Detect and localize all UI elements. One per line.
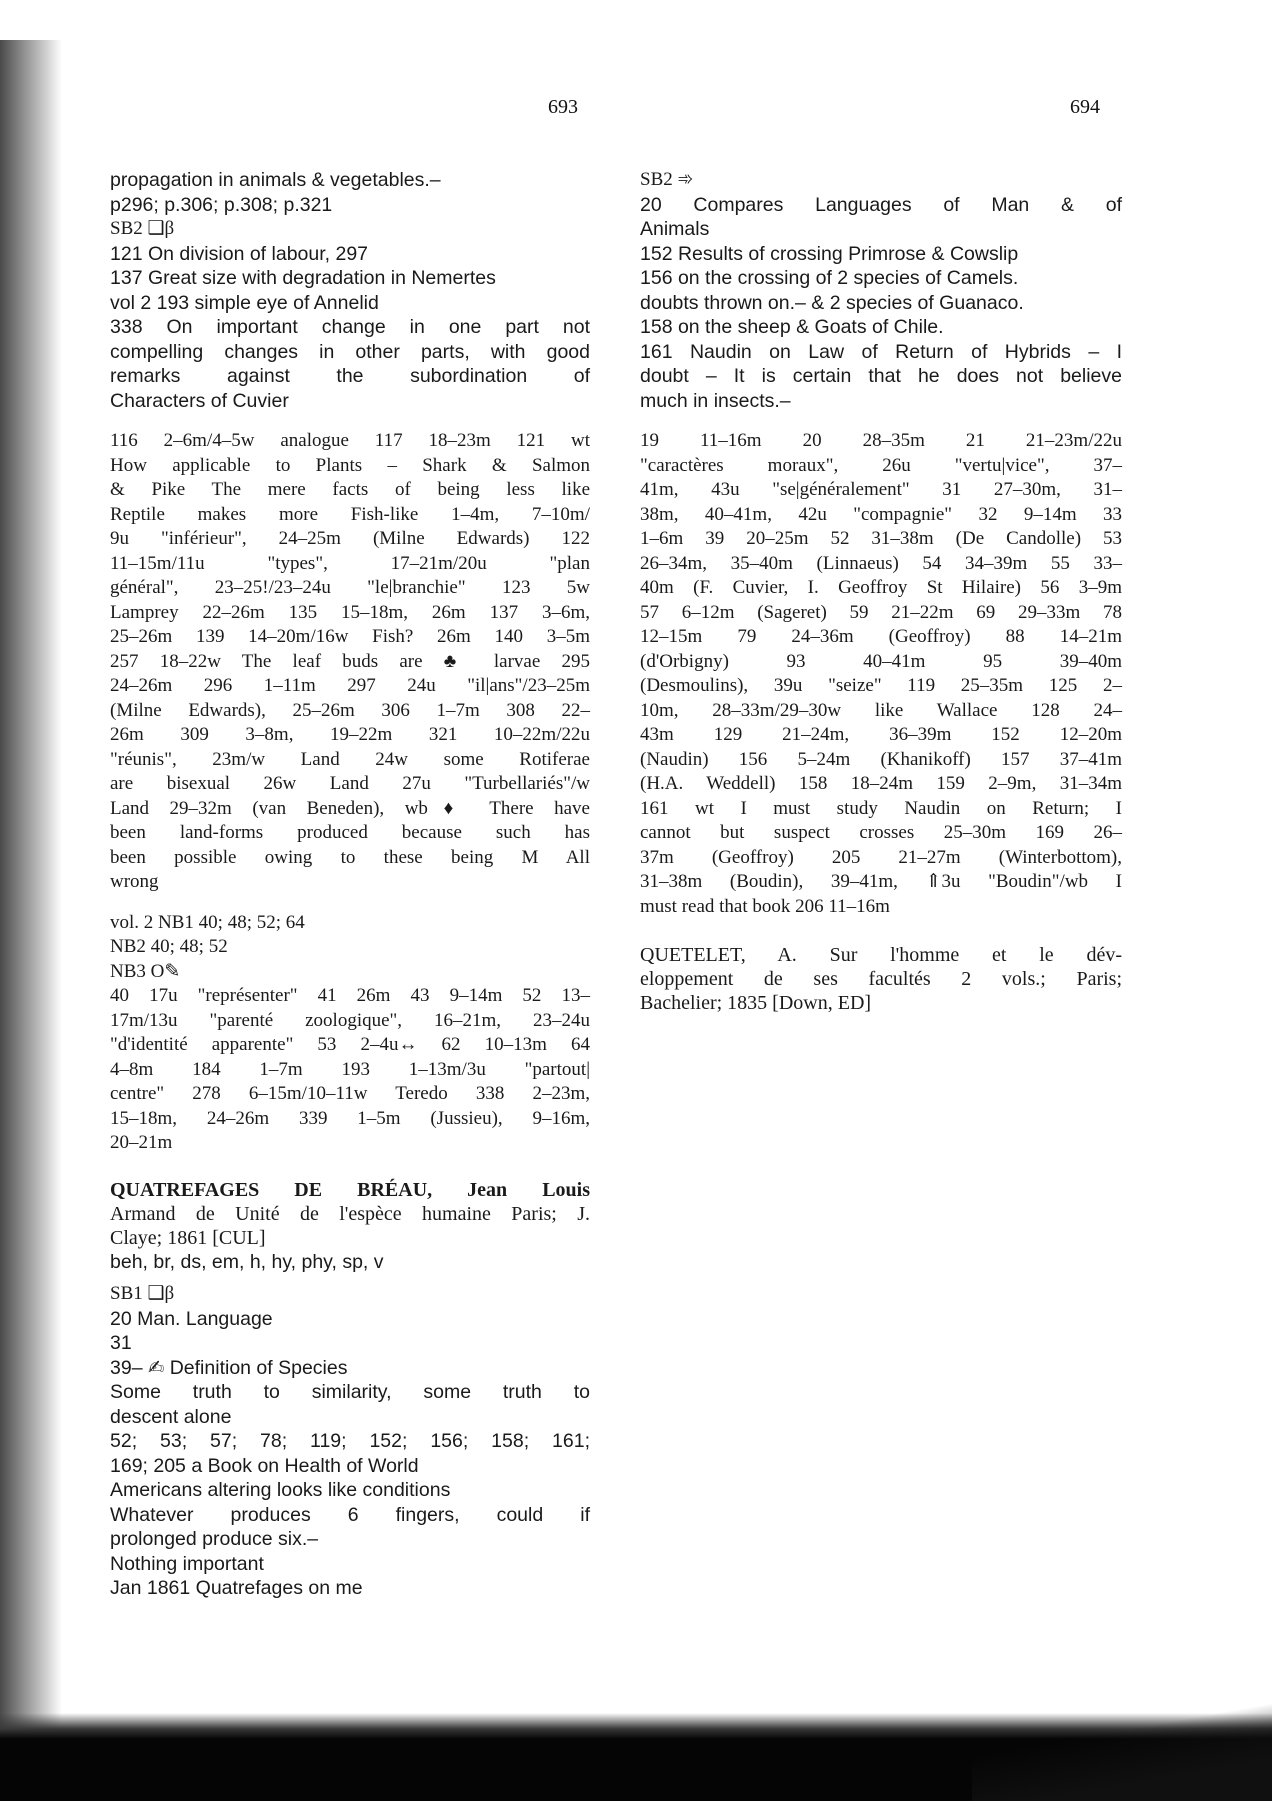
index-line: 10m, 28–33m/29–30w like Wallace 128 24– [640, 699, 1122, 721]
right-column [640, 168, 1122, 1015]
text-line: p296; p.306; p.308; p.321 [110, 193, 333, 216]
index-line: 161 wt I must study Naudin on Return; I [640, 797, 1122, 819]
text-line: 31 [110, 1332, 132, 1354]
text-line: Jan 1861 Quatrefages on me [110, 1577, 363, 1599]
index-line: Lamprey 22–26m 135 15–18m, 26m 137 3–6m, [110, 601, 590, 623]
text-line: much in insects.– [640, 389, 791, 412]
index-line: (Desmoulins), 39u "seize" 119 25–35m 125 2– [640, 675, 1122, 696]
index-line: 15–18m, 24–26m 339 1–5m (Jussieu), 9–16m, [110, 1107, 590, 1129]
page-number-right: 694 [1070, 96, 1100, 118]
index-line: 37m (Geoffroy) 205 21–27m (Winterbottom), [640, 846, 1122, 868]
text-line: 39– ✍ Definition of Species [110, 1356, 348, 1379]
page-curl-shadow [972, 1691, 1272, 1801]
notebook-ref: NB3 O✎ [110, 960, 181, 982]
notebook-ref: vol. 2 NB1 40; 48; 52; 64 [110, 911, 305, 933]
text-line: doubt – It is certain that he does not believe [640, 365, 1122, 387]
index-line: (H.A. Weddell) 158 18–24m 159 2–9m, 31–34m [640, 773, 1122, 794]
index-line: 31–38m (Boudin), 39–41m, ⇑3u "Boudin"/wb I [640, 871, 1122, 892]
index-line: 24–26m 296 1–11m 297 24u "il|ans"/23–25m [110, 675, 590, 696]
index-line: been possible owing to these being M All [110, 846, 590, 868]
index-line: must read that book 206 11–16m [640, 895, 890, 917]
index-line: (Milne Edwards), 25–26m 306 1–7m 308 22– [110, 699, 590, 721]
text-line: 121 On division of labour, 297 [110, 242, 369, 265]
text-line: 20 Man. Language [110, 1307, 273, 1330]
text-line: Characters of Cuvier [110, 389, 289, 412]
index-line: centre" 278 6–15m/10–11w Teredo 338 2–23m, [110, 1083, 590, 1104]
notebook-ref: SB2 ➾ [640, 169, 694, 190]
text-line: propagation in animals & vegetables.– [110, 169, 441, 191]
text-line: doubts thrown on.– & 2 species of Guanaco. [640, 291, 1024, 314]
index-line: 43m 129 21–24m, 36–39m 152 12–20m [640, 724, 1122, 745]
text-line: prolonged produce six.– [110, 1528, 319, 1550]
index-line: "d'identité apparente" 53 2–4u↔ 62 10–13m 64 [110, 1034, 590, 1055]
text-line: descent alone [110, 1405, 232, 1428]
index-line: 25–26m 139 14–20m/16w Fish? 26m 140 3–5m [110, 626, 590, 647]
entry-publication: Claye; 1861 [CUL] [110, 1226, 266, 1249]
entry-title: Armand de Unité de l'espèce humaine Paris; J. [110, 1202, 590, 1225]
text-line: remarks against the subordination of [110, 365, 590, 387]
index-line: 4–8m 184 1–7m 193 1–13m/3u "partout| [110, 1058, 590, 1080]
index-line: 257 18–22w The leaf buds are ♣ larvae 295 [110, 650, 590, 672]
text-line: 20 Compares Languages of Man & of [640, 193, 1122, 216]
entry-author: QUATREFAGES DE BRÉAU, Jean Louis [110, 1178, 590, 1201]
index-line: Land 29–32m (van Beneden), wb♦ There have [110, 797, 590, 819]
notebook-ref: SB2 ❑β [110, 218, 175, 239]
notebook-ref: NB2 40; 48; 52 [110, 936, 228, 957]
index-line: 38m, 40–41m, 42u "compagnie" 32 9–14m 33 [640, 503, 1122, 525]
text-line: 169; 205 a Book on Health of World [110, 1454, 419, 1477]
index-line: "réunis", 23m/w Land 24w some Rotiferae [110, 748, 590, 770]
notebook-ref: SB1 ❑β [110, 1283, 175, 1304]
text-line: Animals [640, 218, 710, 240]
index-line: 19 11–16m 20 28–35m 21 21–23m/22u [640, 430, 1122, 451]
index-line: 11–15m/11u "types", 17–21m/20u "plan [110, 552, 590, 574]
text-line: Nothing important [110, 1552, 264, 1575]
index-line: 1–6m 39 20–25m 52 31–38m (De Candolle) 53 [640, 528, 1122, 549]
index-line: 116 2–6m/4–5w analogue 117 18–23m 121 wt [110, 430, 590, 451]
index-line: are bisexual 26w Land 27u "Turbellariés"/w [110, 773, 590, 794]
entry-title: eloppement de ses facultés 2 vols.; Paris; [640, 968, 1122, 990]
index-line: wrong [110, 871, 159, 892]
page-number-left: 693 [548, 96, 578, 118]
entry-author-title: QUETELET, A. Sur l'homme et le dév- [640, 944, 1122, 966]
index-line: 41m, 43u "se|généralement" 31 27–30m, 31– [640, 479, 1122, 500]
text-line: 152 Results of crossing Primrose & Cowslip [640, 242, 1019, 265]
index-line: (Naudin) 156 5–24m (Khanikoff) 157 37–41m [640, 748, 1122, 770]
text-line: 161 Naudin on Law of Return of Hybrids – I [640, 340, 1122, 363]
index-line: 9u "inférieur", 24–25m (Milne Edwards) 122 [110, 528, 590, 549]
index-line: 26m 309 3–8m, 19–22m 321 10–22m/22u [110, 724, 590, 745]
text-line: vol 2 193 simple eye of Annelid [110, 291, 379, 314]
index-line: général", 23–25!/23–24u "le|branchie" 123 5w [110, 577, 590, 598]
subject-codes: beh, br, ds, em, h, hy, phy, sp, v [110, 1250, 384, 1273]
index-line: "caractères moraux", 26u "vertu|vice", 37– [640, 454, 1122, 476]
entry-publication: Bachelier; 1835 [Down, ED] [640, 992, 872, 1014]
index-line: 26–34m, 35–40m (Linnaeus) 54 34–39m 55 33– [640, 552, 1122, 574]
entry-heading-quetelet [640, 943, 1122, 1015]
left-column [110, 168, 590, 1601]
right-block-marginalia [640, 429, 1122, 919]
text-line: 52; 53; 57; 78; 119; 152; 156; 158; 161; [110, 1430, 590, 1452]
index-line: been land-forms produced because such has [110, 822, 590, 843]
index-line: & Pike The mere facts of being less like [110, 479, 590, 500]
index-line: 12–15m 79 24–36m (Geoffroy) 88 14–21m [640, 626, 1122, 647]
text-line: Whatever produces 6 fingers, could if [110, 1503, 590, 1526]
left-block-notebooks [110, 911, 590, 1156]
left-block-marginalia [110, 429, 590, 895]
text-line: 137 Great size with degradation in Nemertes [110, 267, 496, 289]
entry-heading-quatrefages [110, 1178, 590, 1250]
index-line: 40m (F. Cuvier, I. Geoffroy St Hilaire) 56 3–9m [640, 577, 1122, 598]
index-line: 57 6–12m (Sageret) 59 21–22m 69 29–33m 78 [640, 601, 1122, 623]
text-line: Americans altering looks like conditions [110, 1479, 451, 1501]
index-line: (d'Orbigny) 93 40–41m 95 39–40m [640, 650, 1122, 672]
book-binding-shadow [0, 40, 62, 1801]
text-line: compelling changes in other parts, with good [110, 340, 590, 363]
text-line: 338 On important change in one part not [110, 316, 590, 338]
text-line: 158 on the sheep & Goats of Chile. [640, 316, 944, 338]
index-line: 20–21m [110, 1132, 173, 1153]
index-line: How applicable to Plants – Shark & Salmon [110, 454, 590, 476]
right-block-notes [640, 168, 1122, 413]
left-block-notes [110, 168, 590, 413]
index-line: Reptile makes more Fish-like 1–4m, 7–10m/ [110, 503, 590, 525]
text-line: Some truth to similarity, some truth to [110, 1381, 590, 1403]
index-line: cannot but suspect crosses 25–30m 169 26– [640, 822, 1122, 843]
text-line: 156 on the crossing of 2 species of Camels. [640, 267, 1019, 289]
index-line: 40 17u "représenter" 41 26m 43 9–14m 52 13– [110, 985, 590, 1006]
left-block-sb1 [110, 1282, 590, 1601]
index-line: 17m/13u "parenté zoologique", 16–21m, 23–24u [110, 1009, 590, 1031]
